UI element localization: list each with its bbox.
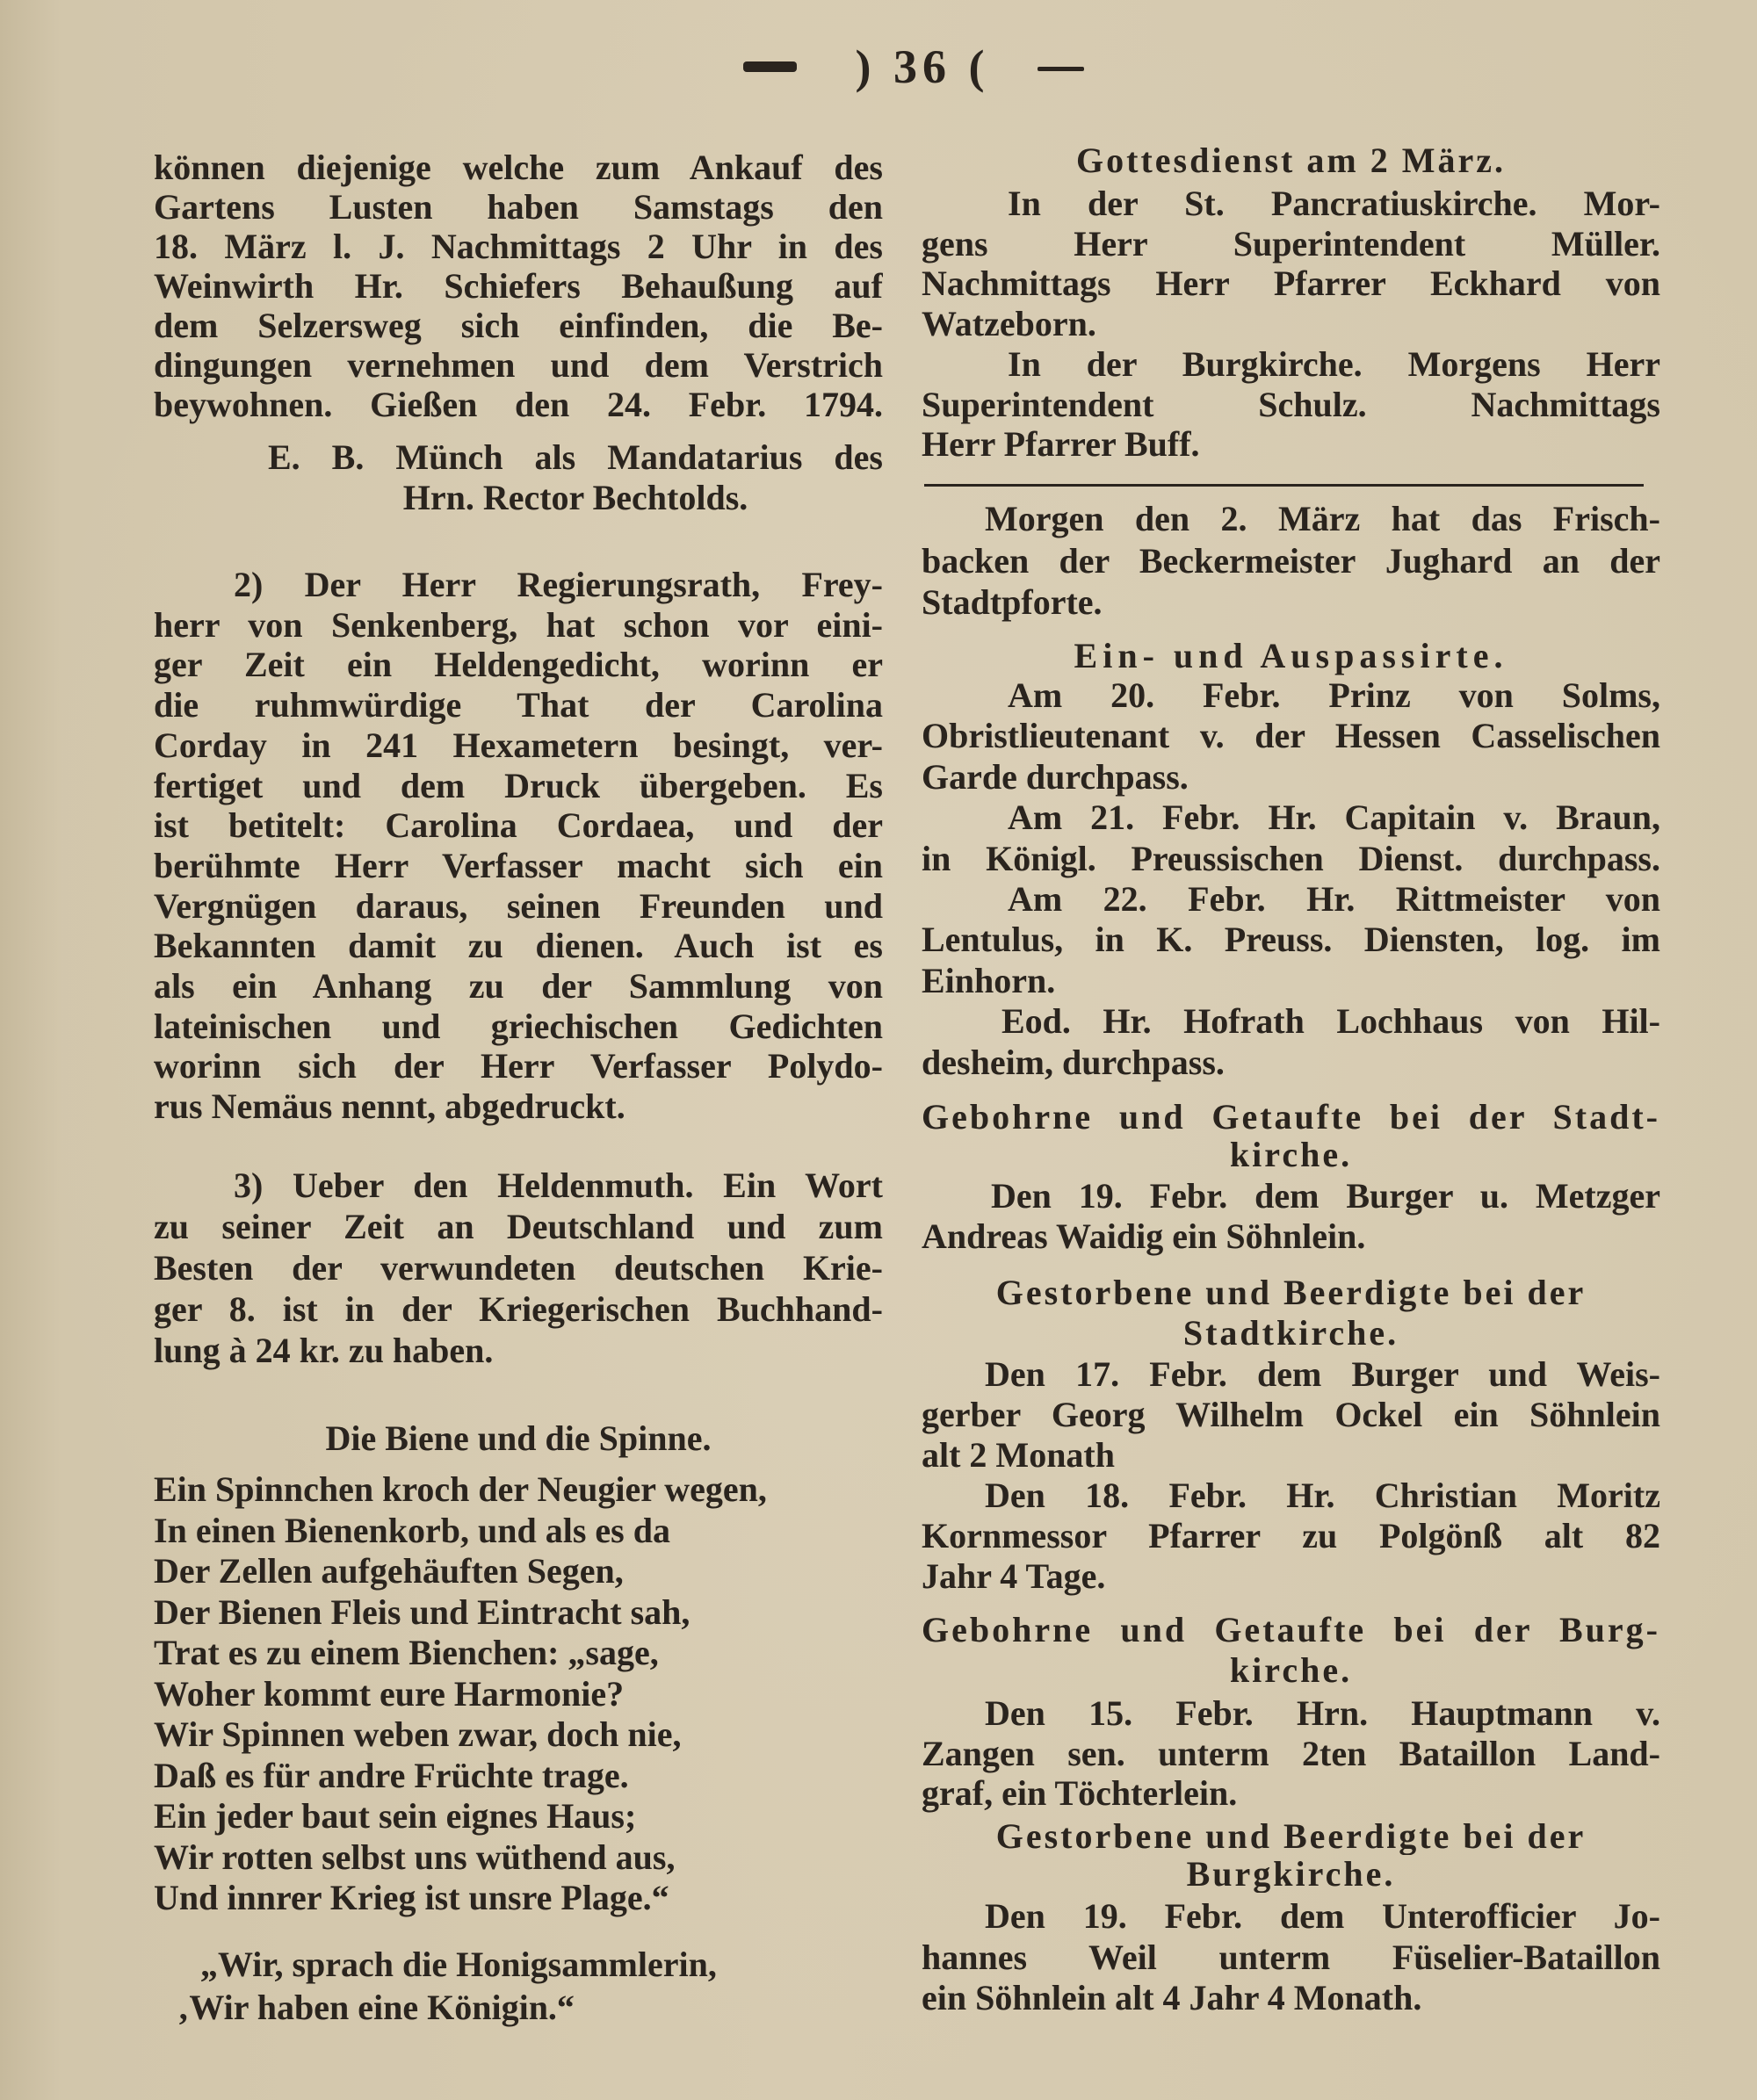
section-divider	[924, 484, 1644, 487]
births-stadtkirche-heading	[922, 1098, 1660, 1173]
section-heading: Burgkirche.	[1186, 1855, 1396, 1893]
text-line: Kornmessor Pfarrer zu Polgönß alt 82	[922, 1516, 1660, 1555]
text-line: rus Nemäus nennt, abgedruckt.	[154, 1086, 625, 1127]
section-heading: Gebohrne und Getaufte bei der Burg-	[922, 1610, 1660, 1649]
text-line: in Königl. Preussischen Dienst. durchpass.	[922, 838, 1660, 878]
text-line: alt 2 Monath	[922, 1435, 1115, 1475]
section-heading: Gottesdienst am 2 März.	[1076, 141, 1506, 180]
text-line: beywohnen. Gießen den 24. Febr. 1794.	[154, 385, 883, 424]
text-line: Bekannten damit zu dienen. Auch ist es	[154, 926, 883, 966]
text-line: Vergnügen daraus, seinen Freunden und	[154, 885, 883, 926]
text-line: fertiget und dem Druck übergeben. Es	[154, 765, 883, 805]
text-line: Eod. Hr. Hofrath Lochhaus von Hil-	[1001, 1001, 1660, 1042]
church-services	[922, 184, 1660, 465]
text-line: Einhorn.	[922, 960, 1056, 1000]
text-line: Herr Pfarrer Buff.	[922, 424, 1200, 465]
poem-title-block	[154, 1418, 883, 1459]
poem-line: In einen Bienenkorb, und als es da	[154, 1510, 670, 1550]
poem-line: Ein jeder baut sein eignes Haus;	[154, 1796, 637, 1836]
auction-notice	[154, 148, 883, 424]
poem-line: „Wir, sprach die Honigsammlerin,	[200, 1945, 717, 1984]
deaths-burgkirche-heading	[922, 1817, 1660, 1893]
deaths-stadtkirche-heading	[922, 1273, 1660, 1353]
poem-line: Woher kommt eure Harmonie?	[154, 1673, 625, 1714]
births-burgkirche-heading	[922, 1610, 1660, 1691]
text-line: dem Selzersweg sich einfinden, die Be-	[154, 306, 883, 345]
poem-line: Ein Spinnchen kroch der Neugier wegen,	[154, 1469, 767, 1509]
church-services-heading-block	[922, 141, 1660, 181]
poem-line: Daß es für andre Früchte trage.	[154, 1755, 629, 1795]
text-line: Am 22. Febr. Hr. Rittmeister von	[1008, 879, 1660, 920]
section-heading: Gebohrne und Getaufte bei der Stadt-	[922, 1098, 1660, 1136]
section-heading: Ein- und Auspassirte.	[1074, 636, 1508, 675]
births-stadtkirche	[922, 1176, 1660, 1257]
text-line: Den 18. Febr. Hr. Christian Moritz	[985, 1476, 1660, 1515]
section-heading: kirche.	[1229, 1650, 1353, 1690]
item-2-heldengedicht	[154, 565, 883, 1127]
text-line: ist betitelt: Carolina Cordaea, und der	[154, 805, 883, 846]
signature-line: Hrn. Rector Bechtolds.	[402, 478, 748, 517]
text-line: Am 20. Febr. Prinz von Solms,	[1008, 675, 1660, 715]
text-line: dingungen vernehmen und dem Verstrich	[154, 345, 883, 385]
text-line: 18. März l. J. Nachmittags 2 Uhr in des	[154, 227, 883, 266]
text-line: Andreas Waidig ein Söhnlein.	[922, 1216, 1366, 1256]
text-line: 3) Ueber den Heldenmuth. Ein Wort	[234, 1165, 883, 1205]
auction-signature	[154, 437, 883, 518]
text-line: Den 17. Febr. dem Burger und Weis-	[985, 1354, 1660, 1394]
section-heading: kirche.	[1229, 1136, 1353, 1173]
section-heading: Gestorbene und Beerdigte bei der	[995, 1273, 1587, 1312]
poem-line: ‚Wir haben eine Königin.“	[177, 1988, 575, 2027]
text-line: Weinwirth Hr. Schiefers Behaußung auf	[154, 266, 883, 306]
item-3-heldenmuth	[154, 1165, 883, 1371]
text-line: die ruhmwürdige That der Carolina	[154, 685, 883, 725]
text-line: Lentulus, in K. Preuss. Diensten, log. im	[922, 920, 1660, 960]
text-line: Besten der verwundeten deutschen Krie-	[154, 1248, 883, 1288]
poem-closing	[154, 1943, 883, 2029]
poem-line: Der Bienen Fleis und Eintracht sah,	[154, 1591, 691, 1632]
text-line: ein Söhnlein alt 4 Jahr 4 Monath.	[922, 1978, 1422, 2017]
text-line: gerber Georg Wilhelm Ockel ein Söhnlein	[922, 1395, 1660, 1434]
text-line: backen der Beckermeister Jughard an der	[922, 540, 1660, 581]
text-line: worinn sich der Herr Verfasser Polydo-	[154, 1046, 883, 1086]
header-ornament-right	[1038, 67, 1084, 71]
text-line: Den 19. Febr. dem Burger u. Metzger	[991, 1176, 1660, 1216]
text-line: lung à 24 kr. zu haben.	[154, 1331, 494, 1370]
signature-line: E. B. Münch als Mandatarius des	[268, 437, 883, 477]
text-line: Superintendent Schulz. Nachmittags	[922, 384, 1660, 424]
header-ornament-left	[743, 61, 797, 72]
text-line: lateinischen und griechischen Gedichten	[154, 1006, 883, 1046]
text-line: Morgen den 2. März hat das Frisch-	[985, 499, 1660, 538]
text-line: ger 8. ist in der Kriegerischen Buchhand-	[154, 1289, 883, 1329]
text-line: Corday in 241 Hexametern besingt, ver-	[154, 725, 883, 765]
poem-line: Trat es zu einem Bienchen: „sage,	[154, 1633, 659, 1672]
text-line: Stadtpforte.	[922, 582, 1103, 622]
text-line: 2) Der Herr Regierungsrath, Frey-	[234, 565, 883, 604]
poem-line: Und innrer Krieg ist unsre Plage.“	[154, 1878, 669, 1917]
text-line: herr von Senkenberg, hat schon vor eini-	[154, 604, 883, 645]
text-line: können diejenige welche zum Ankauf des	[154, 148, 883, 187]
text-line: graf, ein Töchterlein.	[922, 1773, 1238, 1813]
text-line: Nachmittags Herr Pfarrer Eckhard von	[922, 263, 1660, 304]
text-line: hannes Weil unterm Füselier-Bataillon	[922, 1937, 1660, 1977]
text-line: als ein Anhang zu der Sammlung von	[154, 966, 883, 1007]
deaths-stadtkirche	[922, 1354, 1660, 1597]
poem	[154, 1469, 883, 1919]
text-line: Zangen sen. unterm 2ten Bataillon Land-	[922, 1733, 1660, 1773]
page-number: ) 36 (	[855, 40, 990, 93]
text-line: Den 19. Febr. dem Unterofficier Jo-	[985, 1896, 1660, 1936]
births-burgkirche	[922, 1693, 1660, 1814]
section-heading: Gestorbene und Beerdigte bei der	[995, 1817, 1587, 1855]
text-line: Garde durchpass.	[922, 756, 1189, 797]
text-line: Den 15. Febr. Hrn. Hauptmann v.	[985, 1693, 1660, 1733]
section-heading: Stadtkirche.	[1182, 1313, 1399, 1353]
poem-line: Der Zellen aufgehäuften Segen,	[154, 1551, 624, 1591]
text-line: gens Herr Superintendent Müller.	[922, 223, 1660, 263]
travelers-heading-block	[922, 636, 1660, 676]
text-line: desheim, durchpass.	[922, 1042, 1225, 1082]
text-line: In der Burgkirche. Morgens Herr	[1008, 343, 1660, 384]
deaths-burgkirche	[922, 1896, 1660, 2019]
text-line: zu seiner Zeit an Deutschland und zum	[154, 1207, 883, 1246]
text-line: In der St. Pancratiuskirche. Mor-	[1008, 184, 1660, 223]
text-line: Obristlieutenant v. der Hessen Casselischen	[922, 716, 1660, 756]
text-line: Watzeborn.	[922, 304, 1096, 344]
text-line: Gartens Lusten haben Samstags den	[154, 187, 883, 227]
poem-title: Die Biene und die Spinne.	[325, 1418, 712, 1458]
poem-line: Wir rotten selbst uns wüthend aus,	[154, 1837, 676, 1877]
travelers	[922, 675, 1660, 1083]
text-line: Jahr 4 Tage.	[922, 1556, 1106, 1596]
text-line: ger Zeit ein Heldengedicht, worinn er	[154, 645, 883, 685]
poem-line: Wir Spinnen weben zwar, doch nie,	[154, 1714, 682, 1754]
text-line: berühmte Herr Verfasser macht sich ein	[154, 845, 883, 885]
bakery-notice	[922, 498, 1660, 624]
text-line: Am 21. Febr. Hr. Capitain v. Braun,	[1008, 797, 1660, 838]
